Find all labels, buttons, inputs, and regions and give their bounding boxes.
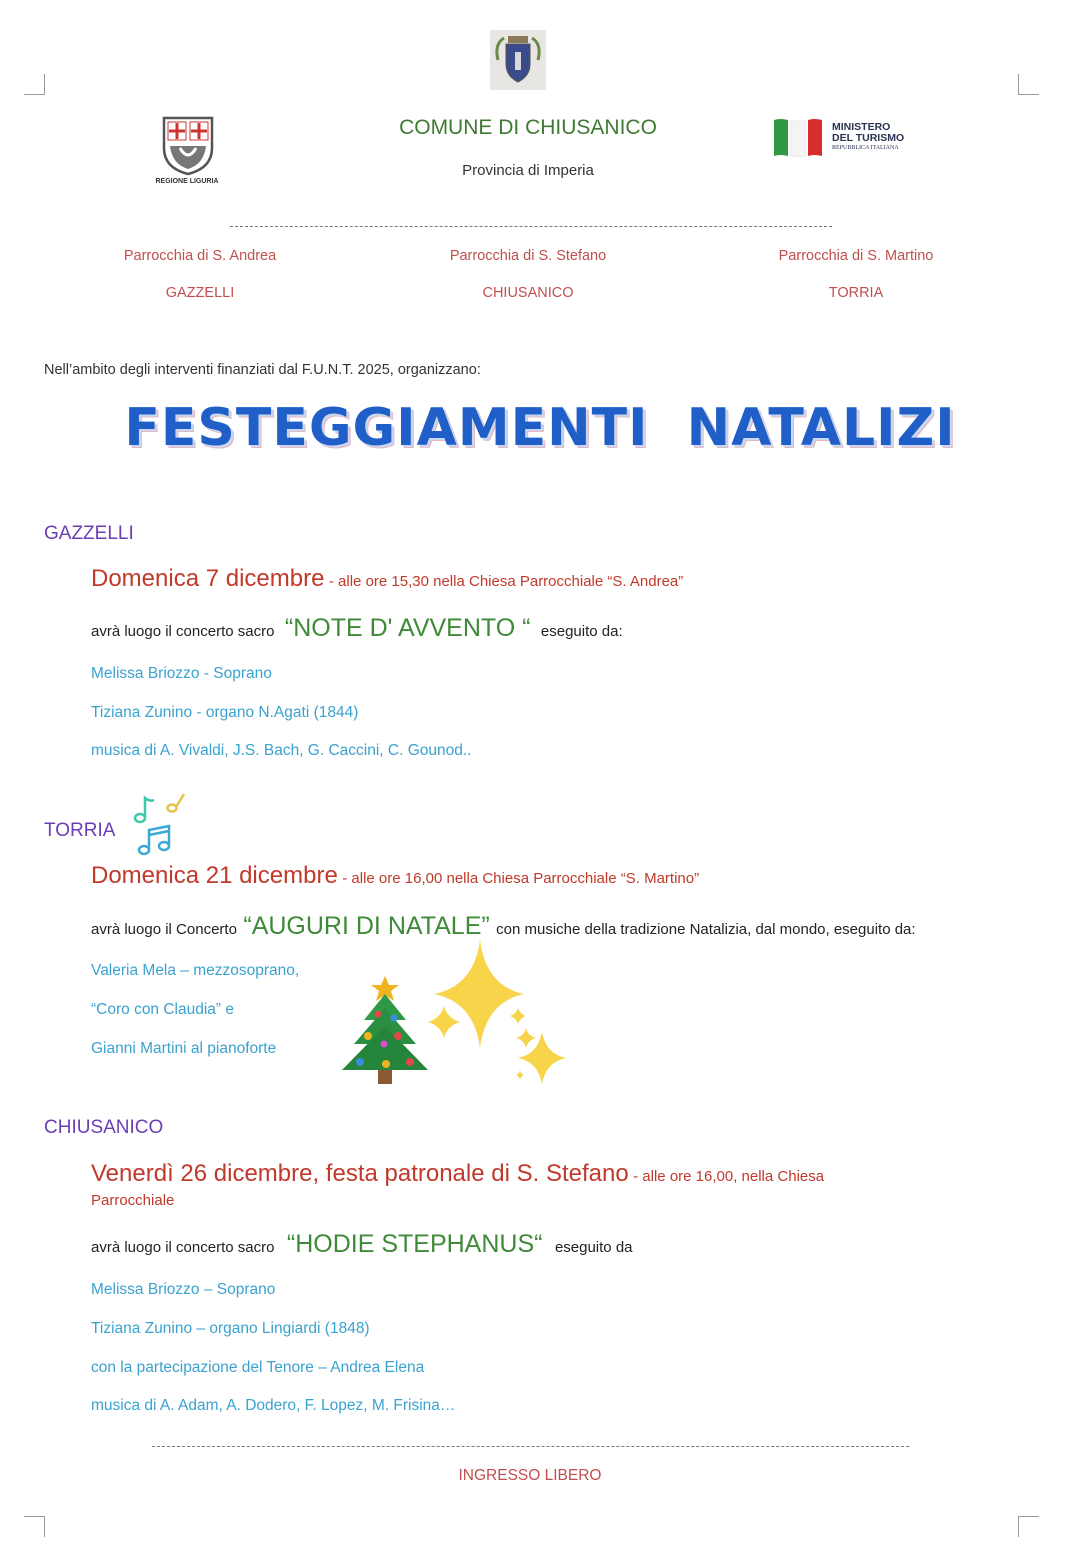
parish-place: TORRIA xyxy=(828,285,884,301)
christmas-tree-icon xyxy=(338,974,432,1086)
event-concert-line xyxy=(91,614,1051,643)
footer-divider xyxy=(152,1446,909,1447)
event-intro: avrà luogo il concerto sacro xyxy=(91,623,275,640)
sparkles-icon xyxy=(420,936,576,1086)
main-title: FESTEGGIAMENTI NATALIZI xyxy=(124,398,956,458)
event-place: GAZZELLI xyxy=(44,523,134,544)
event-intro: avrà luogo il Concerto xyxy=(91,921,237,938)
event-intro: avrà luogo il concerto sacro xyxy=(91,1239,275,1256)
ministero-line: REPUBBLICA ITALIANA xyxy=(832,145,899,151)
free-entry-label: INGRESSO LIBERO xyxy=(458,1467,602,1484)
ministero-label xyxy=(832,122,942,153)
intro-text: Nell’ambito degli interventi finanziati dal F.U.N.T. 2025, organizzano: xyxy=(44,362,481,378)
event-date-line xyxy=(91,1160,1051,1188)
concert-title: “HODIE STEPHANUS“ xyxy=(286,1230,543,1258)
performer: Tiziana Zunino – organo Lingiardi (1848) xyxy=(91,1320,370,1337)
event-date-detail-cont: Parrocchiale xyxy=(91,1192,175,1209)
performer: “Coro con Claudia” e xyxy=(91,1001,235,1018)
event-date: Domenica 21 dicembre xyxy=(91,862,338,889)
event-place: TORRIA xyxy=(44,820,116,841)
comune-title: COMUNE DI CHIUSANICO xyxy=(399,116,657,139)
regione-liguria-label: REGIONE LIGURIA xyxy=(155,178,219,185)
event-concert-line xyxy=(91,1230,1051,1259)
performer: con la partecipazione del Tenore – Andrea Elena xyxy=(91,1359,425,1376)
parish-name: Parrocchia di S. Stefano xyxy=(449,248,607,264)
ministero-line: DEL TURISMO xyxy=(832,132,905,144)
event-date: Domenica 7 dicembre xyxy=(91,565,325,592)
performer: musica di A. Vivaldi, J.S. Bach, G. Caccini, C. Gounod.. xyxy=(91,742,472,759)
corner-mark xyxy=(1018,1516,1039,1537)
performer: Valeria Mela – mezzosoprano, xyxy=(91,962,300,979)
header-divider xyxy=(230,226,832,227)
music-notes-icon xyxy=(130,790,194,858)
event-date: Venerdì 26 dicembre, festa patronale di S. Stefano xyxy=(91,1160,629,1187)
corner-mark xyxy=(24,1516,45,1537)
event-outro: con musiche della tradizione Natalizia, dal mondo, eseguito da: xyxy=(496,921,916,938)
corner-mark xyxy=(1018,74,1039,95)
concert-title: “NOTE D' AVVENTO “ xyxy=(284,614,531,642)
event-date-detail: - alle ore 16,00 nella Chiesa Parrocchiale “S. Martino” xyxy=(342,870,700,887)
italian-flag-icon xyxy=(772,116,824,160)
parish-place: CHIUSANICO xyxy=(482,285,574,301)
parish-name: Parrocchia di S. Martino xyxy=(778,248,934,264)
performer: Melissa Briozzo - Soprano xyxy=(91,665,272,682)
parish-place: GAZZELLI xyxy=(165,285,235,301)
performer: Gianni Martini al pianoforte xyxy=(91,1040,277,1057)
event-date-line xyxy=(91,862,1051,890)
event-place: CHIUSANICO xyxy=(44,1117,164,1138)
performer: Melissa Briozzo – Soprano xyxy=(91,1281,276,1298)
event-outro: eseguito da xyxy=(554,1239,633,1256)
parish-name: Parrocchia di S. Andrea xyxy=(123,248,277,264)
performer: musica di A. Adam, A. Dodero, F. Lopez, M. Frisina… xyxy=(91,1397,456,1414)
event-date-detail: - alle ore 15,30 nella Chiesa Parrocchiale “S. Andrea” xyxy=(328,573,684,590)
event-date-line xyxy=(91,565,1051,593)
event-outro: eseguito da: xyxy=(540,623,623,640)
regione-liguria-logo-icon xyxy=(160,114,216,176)
ministero-line: MINISTERO xyxy=(832,121,891,133)
corner-mark xyxy=(24,74,45,95)
event-date-detail: - alle ore 16,00, nella Chiesa xyxy=(633,1168,825,1185)
provincia-subtitle: Provincia di Imperia xyxy=(462,162,594,179)
concert-title: “AUGURI DI NATALE” xyxy=(243,912,490,940)
performer: Tiziana Zunino - organo N.Agati (1844) xyxy=(91,704,359,721)
coat-of-arms-icon xyxy=(490,30,546,90)
